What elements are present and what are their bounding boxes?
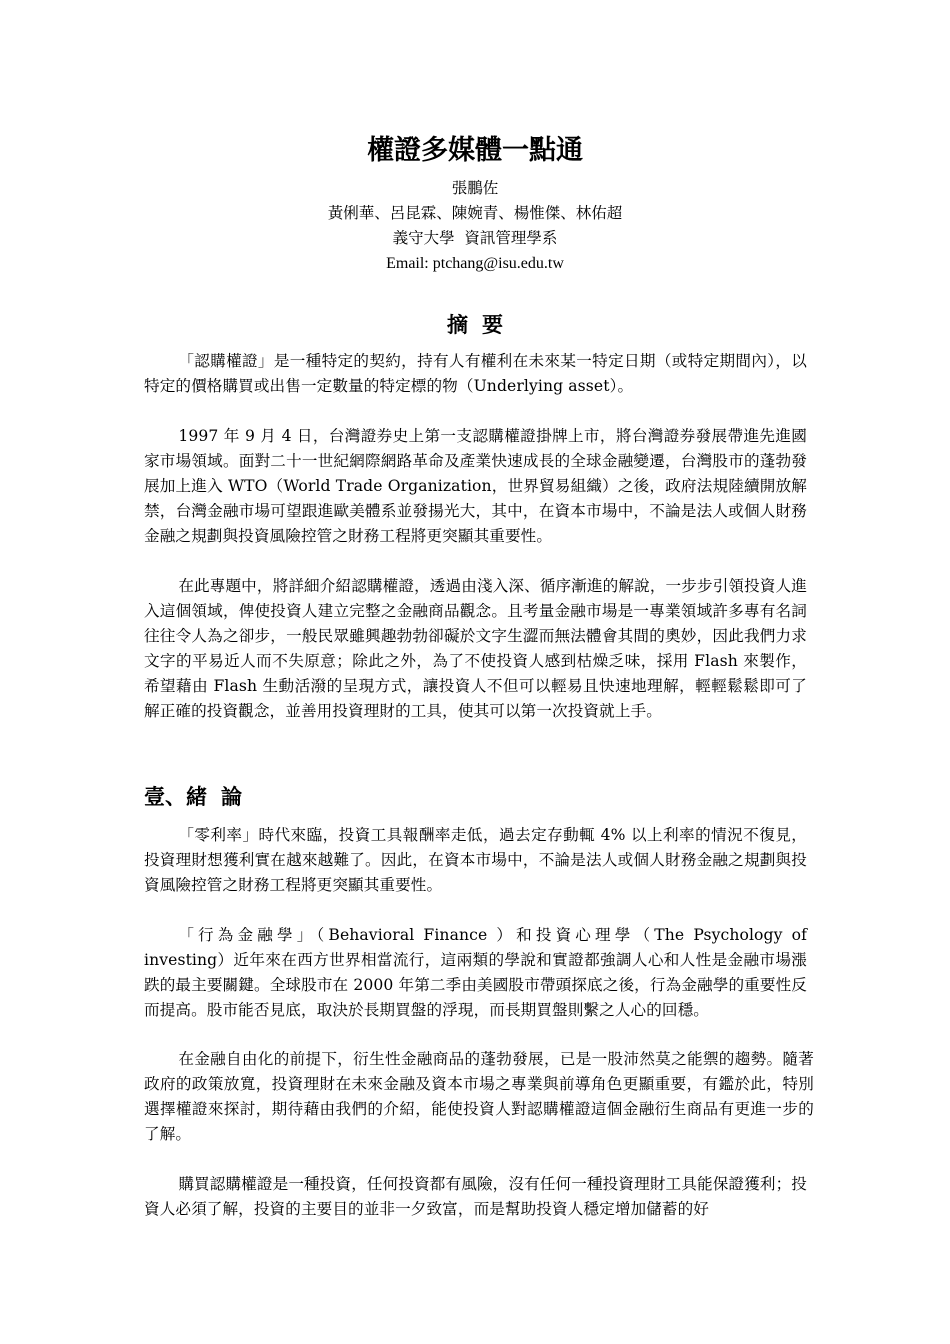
section-heading-suffix: 論	[221, 785, 242, 809]
affiliation: 義守大學 資訊管理學系	[392, 229, 558, 247]
author-email: Email: ptchang@isu.edu.tw	[386, 255, 564, 272]
abstract-heading: 摘要	[447, 313, 517, 337]
abstract-paragraph: 「認購權證」是一種特定的契約，持有人有權利在未來某一特定日期（或特定期間內），以特定的價格購買或出售一定數量的特定標的物（Underlying asset）。	[144, 352, 807, 395]
abstract-paragraph: 1997 年 9 月 4 日，台灣證券史上第一支認購權證掛牌上市，將台灣證券發展帶進先進國家市場領域。面對二十一世紀網際網路革命及產業快速成長的全球金融變遷，台灣股市的蓬勃發展加上進入 WTO（World Trade Organization，世界貿易組織）之後，政府法規陸續開放解禁，台灣金融市場可望跟進歐美體系並發揚光大，其中，在資本市場中，不論是法人或個人財務金融之規劃與投資風險控管之財務工程將更突顯其重要性。	[144, 427, 807, 545]
body-paragraph: 「零利率」時代來臨，投資工具報酬率走低，過去定存動輒 4% 以上利率的情況不復見，投資理財想獲利實在越來越難了。因此，在資本市場中，不論是法人或個人財務金融之規劃與投資風險控管之財務工程將更突顯其重要性。	[144, 826, 807, 894]
paper-title: 權證多媒體一點通	[367, 135, 583, 166]
body-paragraph: 購買認購權證是一種投資，任何投資都有風險，沒有任何一種投資理財工具能保證獲利；投資人必須了解，投資的主要目的並非一夕致富，而是幫助投資人穩定增加儲蓄的好	[144, 1175, 807, 1218]
section-heading-introduction	[144, 782, 242, 812]
section-heading-prefix: 壹、緒	[144, 785, 207, 809]
author-name: 張鵬佐	[451, 179, 499, 197]
author-block	[0, 176, 950, 276]
body-paragraph: 「行為金融學」（Behavioral Finance ）和投資心理學（The Psychology of investing）近年來在西方世界相當流行，這兩類的學說和實證都強調人心和人性是金融市場漲跌的最主要關鍵。全球股市在 2000 年第二季由美國股市帶頭探底之後，行為金融學的重要性反而提高。股市能否見底，取決於長期買盤的浮現，而長期買盤則繫之人心的回穩。	[144, 926, 807, 1019]
body-paragraph: 在金融自由化的前提下，衍生性金融商品的蓬勃發展，已是一股沛然莫之能禦的趨勢。隨著政府的政策放寬，投資理財在未來金融及資本市場之專業與前導角色更顯重要，有鑑於此，特別選擇權證來探討，期待藉由我們的介紹，能使投資人對認購權證這個金融衍生商品有更進一步的了解。	[144, 1050, 814, 1143]
coauthor-list: 黃俐華、呂昆霖、陳婉青、楊惟傑、林佑超	[327, 204, 623, 222]
abstract-paragraph: 在此專題中，將詳細介紹認購權證，透過由淺入深、循序漸進的解說，一步步引領投資人進入這個領域，俾使投資人建立完整之金融商品觀念。且考量金融市場是一專業領域許多專有名詞往往令人為之卻步，一般民眾雖興趣勃勃卻礙於文字生澀而無法體會其間的奧妙，因此我們力求文字的平易近人而不失原意；除此之外，為了不使投資人感到枯燥乏味，採用 Flash 來製作，希望藉由 Flash 生動活潑的呈現方式，讓投資人不但可以輕易且快速地理解，輕輕鬆鬆即可了解正確的投資觀念，並善用投資理財的工具，使其可以第一次投資就上手。	[144, 577, 807, 720]
